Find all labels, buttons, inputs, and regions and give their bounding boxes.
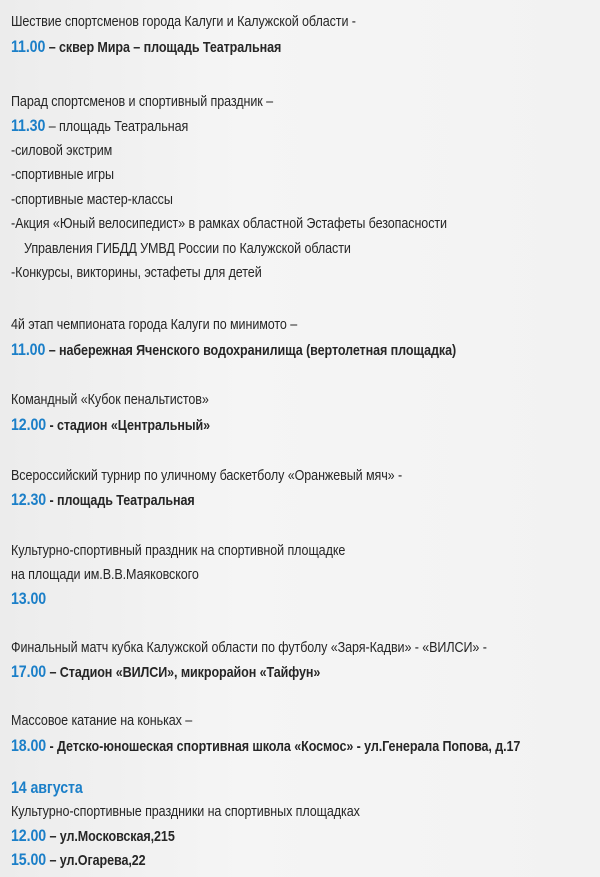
event-item: -Акция «Юный велосипедист» в рамках областной Эстафеты безопасности xyxy=(11,216,447,232)
event-item: -силовой экстрим xyxy=(11,143,113,159)
event-title: Культурно-спортивные праздники на спортивных площадках xyxy=(11,804,360,820)
event-title: Командный «Кубок пенальтистов» xyxy=(11,392,209,408)
event-title: 4й этап чемпионата города Калуги по минимото – xyxy=(11,317,298,333)
event-place: – набережная Яченского водохранилища (вертолетная площадка) xyxy=(45,343,457,359)
event-time: 15.00 xyxy=(11,851,47,869)
event-time: 11.00 xyxy=(11,38,46,56)
event-time-line xyxy=(11,663,320,682)
event-time-line xyxy=(11,117,188,136)
event-time: 11.00 xyxy=(11,341,46,359)
event-time-line xyxy=(11,491,195,510)
event-time-line xyxy=(11,851,146,870)
event-time-line xyxy=(11,416,210,435)
event-place: – Стадион «ВИЛСИ», микрорайон «Тайфун» xyxy=(46,665,321,681)
event-place: – ул.Московская,215 xyxy=(46,829,175,845)
event-time: 12.00 xyxy=(11,827,47,845)
event-time-line xyxy=(11,38,281,57)
event-time-line xyxy=(11,590,46,609)
event-time: 18.00 xyxy=(11,737,47,755)
event-item: -спортивные мастер-классы xyxy=(11,192,173,208)
event-place: – площадь Театральная xyxy=(45,119,189,135)
event-item: -Конкурсы, викторины, эстафеты для детей xyxy=(11,265,262,281)
event-title: Культурно-спортивный праздник на спортивной площадке xyxy=(11,543,346,559)
event-time: 12.30 xyxy=(11,491,47,509)
event-place: - Детско-юношеская спортивная школа «Космос» - ул.Генерала Попова, д.17 xyxy=(46,739,521,755)
event-time: 11.30 xyxy=(11,117,46,135)
event-item: Управления ГИБДД УМВД России по Калужской области xyxy=(24,241,351,257)
event-time: 13.00 xyxy=(11,590,47,608)
day-heading: 14 августа xyxy=(11,779,83,797)
event-time-line xyxy=(11,341,456,360)
event-time-line xyxy=(11,827,175,846)
event-time-line xyxy=(11,737,520,756)
event-place: – сквер Мира – площадь Театральная xyxy=(45,40,282,56)
event-place: - площадь Театральная xyxy=(46,493,195,509)
event-place: - стадион «Центральный» xyxy=(46,418,211,434)
event-title: Финальный матч кубка Калужской области по футболу «Заря-Кадви» - «ВИЛСИ» - xyxy=(11,640,487,656)
event-title: Всероссийский турнир по уличному баскетболу «Оранжевый мяч» - xyxy=(11,468,403,484)
event-title: Массовое катание на коньках – xyxy=(11,713,193,729)
event-time: 17.00 xyxy=(11,663,47,681)
event-title: Парад спортсменов и спортивный праздник – xyxy=(11,94,274,110)
event-item: -спортивные игры xyxy=(11,167,114,183)
event-time: 12.00 xyxy=(11,416,47,434)
event-title: Шествие спортсменов города Калуги и Калужской области - xyxy=(11,14,356,30)
event-title-cont: на площади им.В.В.Маяковского xyxy=(11,567,199,583)
event-place: – ул.Огарева,22 xyxy=(46,853,146,869)
